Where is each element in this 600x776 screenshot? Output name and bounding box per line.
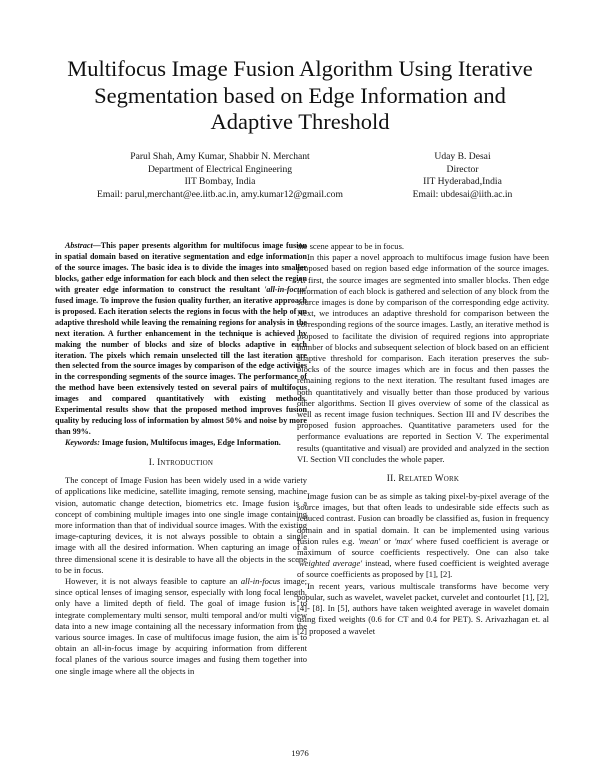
intro-paragraph-continued: the scene appear to be in focus.: [297, 241, 405, 251]
author-email: Email: ubdesai@iith.ac.in: [412, 188, 513, 200]
intro-paragraph-1: The concept of Image Fusion has been widely used in a wide variety of applications like medicine, satellite imaging, remote sensing, machine vision, automatic change detection, biometrics etc. Image fusion is a concept of combining multiple images into one single image containing more information than that of individual source images. With the existing image-capturing devices, it is not always possible to obtain a single image with all the desired information. When capturing an image of a three dimensional scene it is desirable to have all the objects in the scene to be in focus.: [55, 475, 307, 575]
math-weighted-average: 'weighted average': [297, 558, 363, 569]
right-column: [297, 241, 549, 637]
keywords: [55, 438, 307, 449]
title-line-1: Multifocus Image Fusion Algorithm Using Iterative: [67, 56, 533, 81]
section-heading-introduction: I. Introduction: [148, 458, 214, 469]
abstract: [55, 241, 307, 438]
page-number: 1976: [291, 748, 309, 758]
author-email: Email: parul,merchant@ee.iitb.ac.in, amy.kumar12@gmail.com: [97, 188, 343, 200]
title-line-3: Adaptive Threshold: [210, 109, 390, 134]
left-column: [55, 241, 307, 677]
author-block-right: [370, 151, 555, 201]
math-mean: 'mean': [358, 535, 381, 546]
author-institution: IIT Bombay, India: [184, 176, 256, 188]
math-max: 'max': [394, 535, 413, 546]
intro-paragraph-2: [55, 576, 307, 677]
keywords-list: Image fusion, Multifocus images, Edge Information.: [99, 438, 281, 448]
intro-paragraph-3: In this paper a novel approach to multifocus image fusion have been proposed based on region based edge information of the source images. At first, the source images are segmented into smaller blocks. Then edge information of each block is gathered and selection of any block from the source images is done by comparison of the corresponding edge activity. Next, we introduces an adaptive threshold for comparison between the corresponding regions of the source images. Lastly, an iterative method is proposed to facilitate the division of required regions into appropriate number of blocks and subsequent selection of block based on an efficient adaptive threshold for comparison. Each iteration preserves the sub-blocks of the source images which are in focus and then passes the remaining regions to the next iteration. The resultant fused images are both quantitatively and visually better than those produced by various other algorithms. Section II gives overview of some of the classical as well as recent image fusion techniques. Section III and IV describes the proposed fusion approaches. Quantitative parameters used for the performance evaluations are reported in Section V. The experimental results (quantitative and visual) are provided and analyzed in the section VI. Section VII concludes the whole paper.: [297, 252, 549, 464]
author-department: Department of Electrical Engineering: [147, 163, 293, 175]
author-institution: IIT Hyderabad,India: [423, 176, 502, 188]
abstract-text: This paper presents algorithm for multifocus image fusion in spatial domain based on iterative segmentation and edge information of the source images. The basic idea is to divide the images into smaller blocks, gather edge information for each block and then select the region with greater edge information to construct the resultant: [55, 241, 307, 294]
related-text: Image fusion can be as simple as taking pixel-by-pixel average of the source images, but that often leads to undesirable side effects such as reduced contrast. Fusion can broadly be classified as, fusion in frequency domain and in spatial domain. It can be implemented using various fusion rules e.g.: [297, 491, 549, 546]
abstract-paragraph: [55, 241, 307, 438]
section-heading-related-work: II. Related Work: [386, 474, 460, 485]
author-name: Uday B. Desai: [434, 151, 491, 162]
related-work-paragraph-1: [297, 491, 549, 581]
keywords-label: Keywords:: [65, 438, 100, 448]
intro-emphasis: all-in-focus: [240, 575, 281, 586]
paper-title: [40, 56, 560, 136]
related-work-paragraph-2: In recent years, various multiscale transforms have become very popular, such as wavelet, wavelet packet, curvelet and contourlet [1], [2], [4]- [8]. In [5], authors have taken weighted average in wavelet domain using fixed weights (0.6 for CT and 0.4 for PET). S. Arivazhagan et. al [2] proposed a wavelet: [297, 580, 549, 636]
related-text-continued: where fused coefficient is average or maximum of source coefficients respectively. One can also take: [297, 535, 549, 558]
related-text-end: instead, where fused coefficient is weighted average of source coefficients as proposed by [1], [2].: [297, 558, 549, 580]
author-block-left: [70, 151, 370, 201]
title-line-2: Segmentation based on Edge Information and: [94, 82, 506, 108]
intro-text: However, it is not always feasible to capture an: [65, 575, 241, 586]
related-text-or: or: [380, 535, 395, 546]
author-role: Director: [446, 163, 479, 175]
author-names: Parul Shah, Amy Kumar, Shabbir N. Merchant: [130, 151, 310, 162]
abstract-label: Abstract—: [65, 241, 101, 250]
abstract-emphasis: 'all-in-focus': [264, 284, 307, 294]
abstract-text-continued: fused image. To improve the fusion quality further, an iterative approach is proposed. Each iteration selects the regions in focus with the help of an adaptive threshold while leaving the remaining regions for analysis in the next iteration. A further enhancement in the technique is achieved by making the number of blocks and size of blocks adaptive in each iteration. The pixels which remain unselected till the last iteration are then selected from the source images by comparison of the edge activities in the corresponding segments of the source images. The performance of the method have been extensively tested on several pairs of multifocus images and compared quantitatively with existing methods. Experimental results show that the proposed method improves fusion quality by reducing loss of information by almost 50% and noise by more than 99%.: [55, 295, 307, 437]
intro-text-continued: image; since optical lenses of imaging sensor, especially with long focal length, only have a limited depth of field. The goal of image fusion is to integrate complementary multi sensor, multi temporal and/or multi view data into a new image containing all the necessary information from the various source images. In case of multifocus image fusion, the aim is to obtain an all-in-focus image by acquiring information from different focal planes of the various source images and fusing them together into one single image where all the objects in: [55, 575, 307, 676]
